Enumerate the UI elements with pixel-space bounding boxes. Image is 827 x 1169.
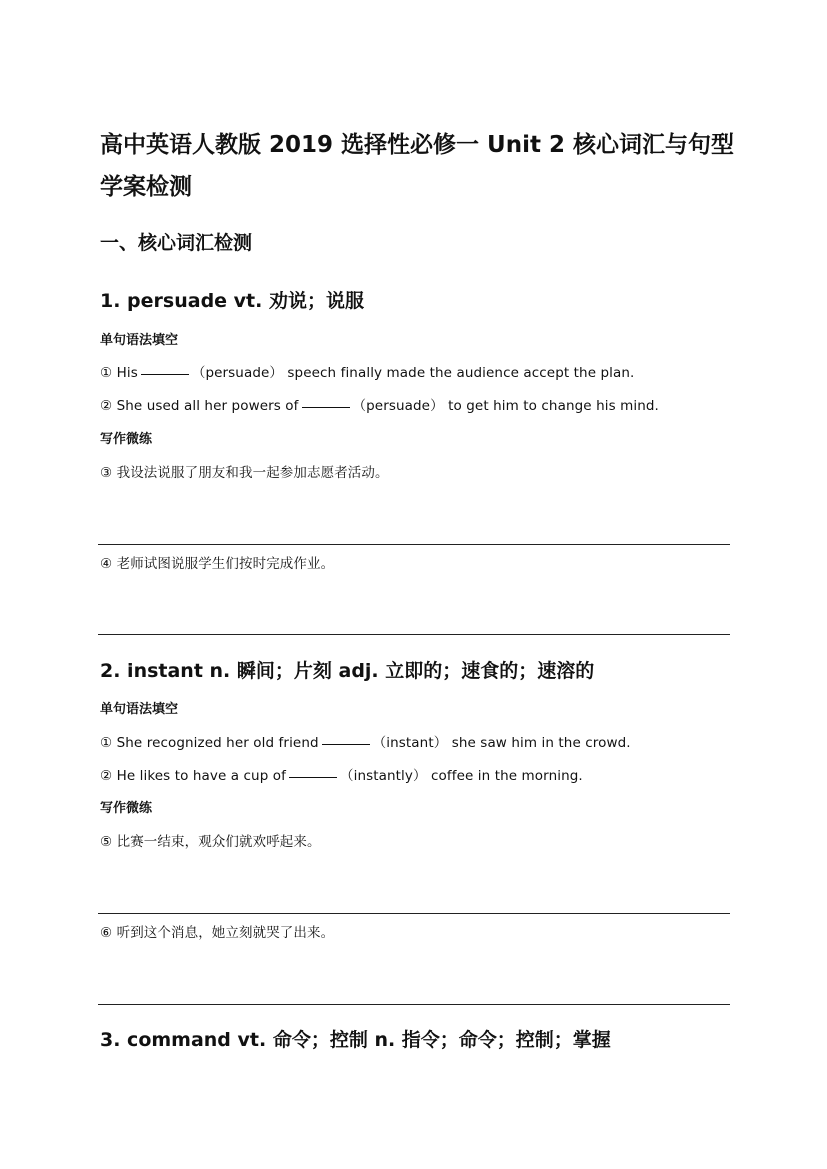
grammar-sentence [100, 764, 583, 784]
writing-prompt: ⑥ 听到这个消息，她立刻就哭了出来。 [100, 925, 335, 941]
writing-prompt: ⑤ 比赛一结束，观众们就欢呼起来。 [100, 834, 321, 850]
answer-blank[interactable] [322, 744, 370, 745]
item-heading: 1. persuade vt. 劝说；说服 [100, 290, 364, 312]
sentence-text: ② He likes to have a cup of [100, 768, 286, 784]
sentence-text: ① She recognized her old friend [100, 735, 319, 751]
item-heading: 3. command vt. 命令；控制 n. 指令；命令；控制；掌握 [100, 1029, 611, 1051]
word-hint: （instant） [372, 735, 448, 751]
grammar-sentence [100, 394, 659, 414]
writing-practice-label: 写作微练 [100, 801, 153, 816]
section-heading: 一、核心词汇检测 [100, 232, 253, 254]
answer-line[interactable] [98, 1004, 730, 1005]
writing-prompt: ④ 老师试图说服学生们按时完成作业。 [100, 556, 335, 572]
sentence-text: ② She used all her powers of [100, 398, 299, 414]
answer-line[interactable] [98, 634, 730, 635]
word-hint: （instantly） [340, 768, 427, 784]
sentence-text: speech finally made the audience accept the plan. [287, 365, 635, 381]
sentence-text: ① His [100, 365, 138, 381]
answer-line[interactable] [98, 544, 730, 545]
word-hint: （persuade） [191, 365, 284, 381]
writing-practice-label: 写作微练 [100, 432, 153, 447]
item-heading: 2. instant n. 瞬间；片刻 adj. 立即的；速食的；速溶的 [100, 660, 595, 682]
sentence-text: coffee in the morning. [431, 768, 583, 784]
grammar-fill-label: 单句语法填空 [100, 333, 179, 348]
sentence-text: to get him to change his mind. [448, 398, 659, 414]
grammar-sentence [100, 731, 631, 751]
document-title: 高中英语人教版 2019 选择性必修一 Unit 2 核心词汇与句型学案检测 [100, 132, 734, 200]
writing-prompt: ③ 我设法说服了朋友和我一起参加志愿者活动。 [100, 465, 389, 481]
answer-blank[interactable] [302, 407, 350, 408]
answer-blank[interactable] [289, 777, 337, 778]
grammar-sentence [100, 361, 634, 381]
sentence-text: she saw him in the crowd. [451, 735, 631, 751]
word-hint: （persuade） [352, 398, 444, 414]
grammar-fill-label: 单句语法填空 [100, 702, 179, 717]
answer-line[interactable] [98, 913, 730, 914]
answer-blank[interactable] [141, 374, 189, 375]
